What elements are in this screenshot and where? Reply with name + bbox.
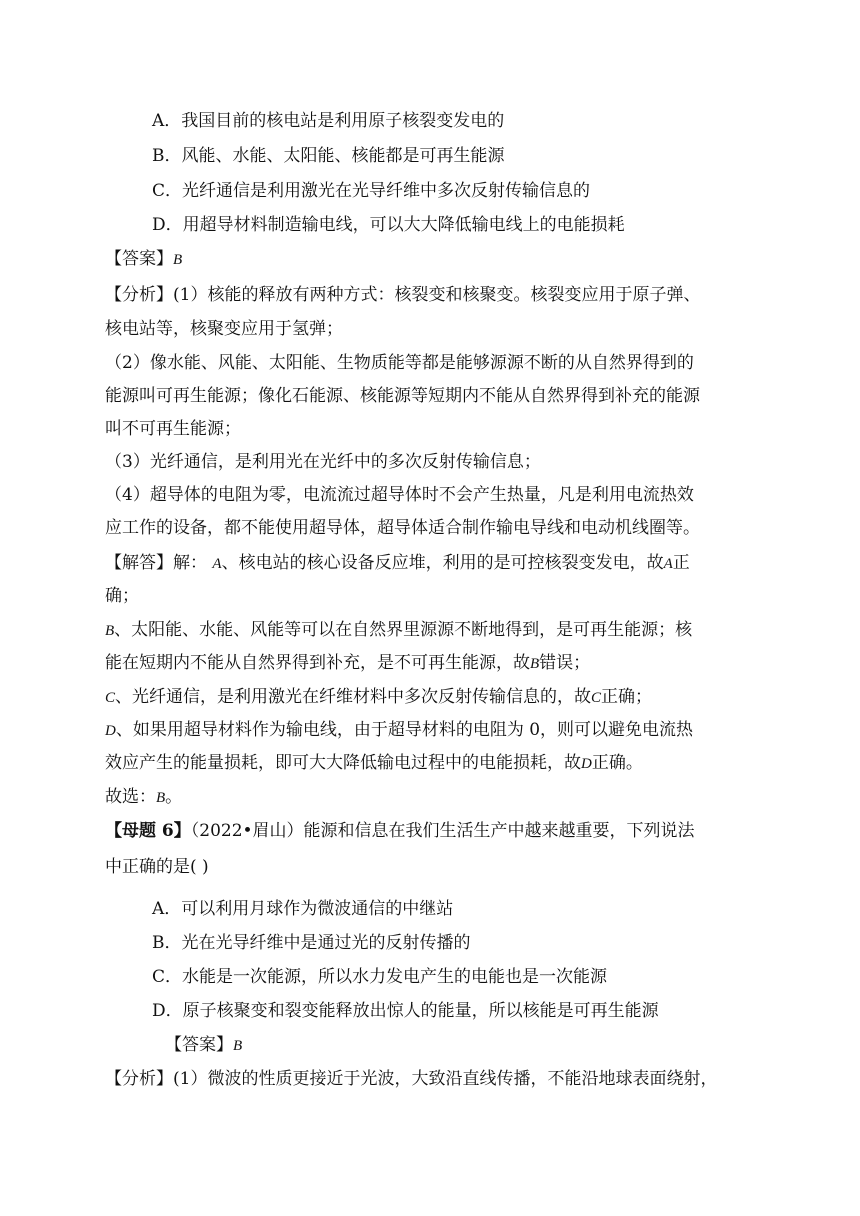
- q5-choose: [105, 786, 182, 809]
- q5-analysis-line-1: [105, 284, 700, 306]
- answer-label: 【答案】: [165, 1035, 233, 1055]
- q5-solution-line-7: [105, 752, 643, 775]
- q6-stem-line-2: 中正确的是( ): [105, 857, 209, 877]
- q5-solution-line-3: [105, 619, 692, 642]
- solution-text: 错误；: [539, 653, 591, 673]
- q6-option-c: C．水能是一次能源，所以水力发电产生的电能也是一次能源: [152, 967, 608, 987]
- q6-answer: [165, 1034, 242, 1057]
- answer-label: 【答案】: [105, 249, 173, 269]
- answer-value: B: [233, 1038, 243, 1054]
- solution-text: 正确；: [601, 687, 653, 707]
- q5-analysis-line-5: 叫不可再生能源；: [105, 419, 241, 439]
- q5-analysis-line-7: （4）超导体的电阻为零，电流流过超导体时不会产生热量，凡是利用电流热效: [105, 485, 694, 505]
- analysis-label: 【分析】: [105, 1069, 173, 1089]
- solution-text: 、太阳能、水能、风能等可以在自然界里源源不断地得到，是可再生能源；核: [114, 620, 693, 640]
- q6-stem-line-1: [105, 820, 695, 842]
- q5-solution-line-2: 确；: [105, 586, 139, 606]
- q5-solution-line-1: [105, 552, 690, 575]
- option-letter: B: [530, 656, 540, 672]
- solution-text: 、如果用超导材料作为输电线，由于超导材料的电阻为 0，则可以避免电流热: [115, 720, 694, 740]
- solution-text: 能在短期内不能从自然界得到补充，是不可再生能源，故: [105, 653, 530, 673]
- option-letter: D: [581, 756, 592, 772]
- answer-value: B: [173, 252, 183, 268]
- analysis-text: (1）核能的释放有两种方式：核裂变和核聚变。核裂变应用于原子弹、: [173, 285, 701, 305]
- q6-option-b: B．光在光导纤维中是通过光的反射传播的: [152, 933, 471, 953]
- choose-value: B: [156, 790, 166, 806]
- q6-stem: （2022•眉山）能源和信息在我们生活生产中越来越重要，下列说法: [190, 821, 695, 841]
- option-letter: D: [105, 723, 116, 739]
- q5-option-a: A．我国目前的核电站是利用原子核裂变发电的: [152, 111, 505, 131]
- option-letter: B: [105, 623, 115, 639]
- option-letter: C: [105, 690, 116, 706]
- q5-solution-line-5: [105, 686, 652, 709]
- q5-analysis-line-2: 核电站等，核聚变应用于氢弹；: [105, 319, 343, 339]
- solution-text: 、光纤通信，是利用激光在纤维材料中多次反射传输信息的，故: [115, 687, 592, 707]
- q5-option-c: C．光纤通信是利用激光在光导纤维中多次反射传输信息的: [152, 181, 591, 201]
- q5-analysis-line-3: （2）像水能、风能、太阳能、生物质能等都是能够源源不断的从自然界得到的: [105, 353, 694, 373]
- solution-intro: 解：: [173, 553, 207, 573]
- option-letter: A: [663, 556, 673, 572]
- q5-option-d: D．用超导材料制造输电线，可以大大降低输电线上的电能损耗: [152, 215, 625, 235]
- solution-text: 正: [672, 553, 690, 573]
- option-letter: C: [591, 690, 602, 706]
- choose-end: 。: [165, 787, 183, 807]
- solution-text: 、核电站的核心设备反应堆，利用的是可控核裂变发电，故: [221, 553, 664, 573]
- q5-solution-line-6: [105, 719, 693, 742]
- q5-option-b: B．风能、水能、太阳能、核能都是可再生能源: [152, 146, 505, 166]
- q6-option-d: D．原子核聚变和裂变能释放出惊人的能量，所以核能是可再生能源: [152, 1001, 659, 1021]
- analysis-text: (1）微波的性质更接近于光波，大致沿直线传播，不能沿地球表面绕射，: [173, 1069, 718, 1089]
- solution-text: 正确。: [591, 753, 643, 773]
- solution-label: 【解答】: [105, 553, 173, 573]
- solution-text: 效应产生的能量损耗，即可大大降低输电过程中的电能损耗，故: [105, 753, 581, 773]
- analysis-label: 【分析】: [105, 285, 173, 305]
- q6-label: 【母题 6】: [105, 821, 191, 841]
- q5-analysis-line-8: 应工作的设备，都不能使用超导体，超导体适合制作输电导线和电动机线圈等。: [105, 518, 700, 538]
- option-letter: A: [212, 556, 222, 572]
- choose-label: 故选：: [105, 787, 156, 807]
- q5-analysis-line-4: 能源叫可再生能源；像化石能源、核能源等短期内不能从自然界得到补充的能源: [105, 386, 700, 406]
- q5-answer: [105, 248, 182, 271]
- q5-analysis-line-6: （3）光纤通信，是利用光在光纤中的多次反射传输信息；: [105, 452, 541, 472]
- q6-option-a: A．可以利用月球作为微波通信的中继站: [152, 899, 454, 919]
- q6-analysis-line-1: [105, 1068, 717, 1090]
- q5-solution-line-4: [105, 652, 590, 675]
